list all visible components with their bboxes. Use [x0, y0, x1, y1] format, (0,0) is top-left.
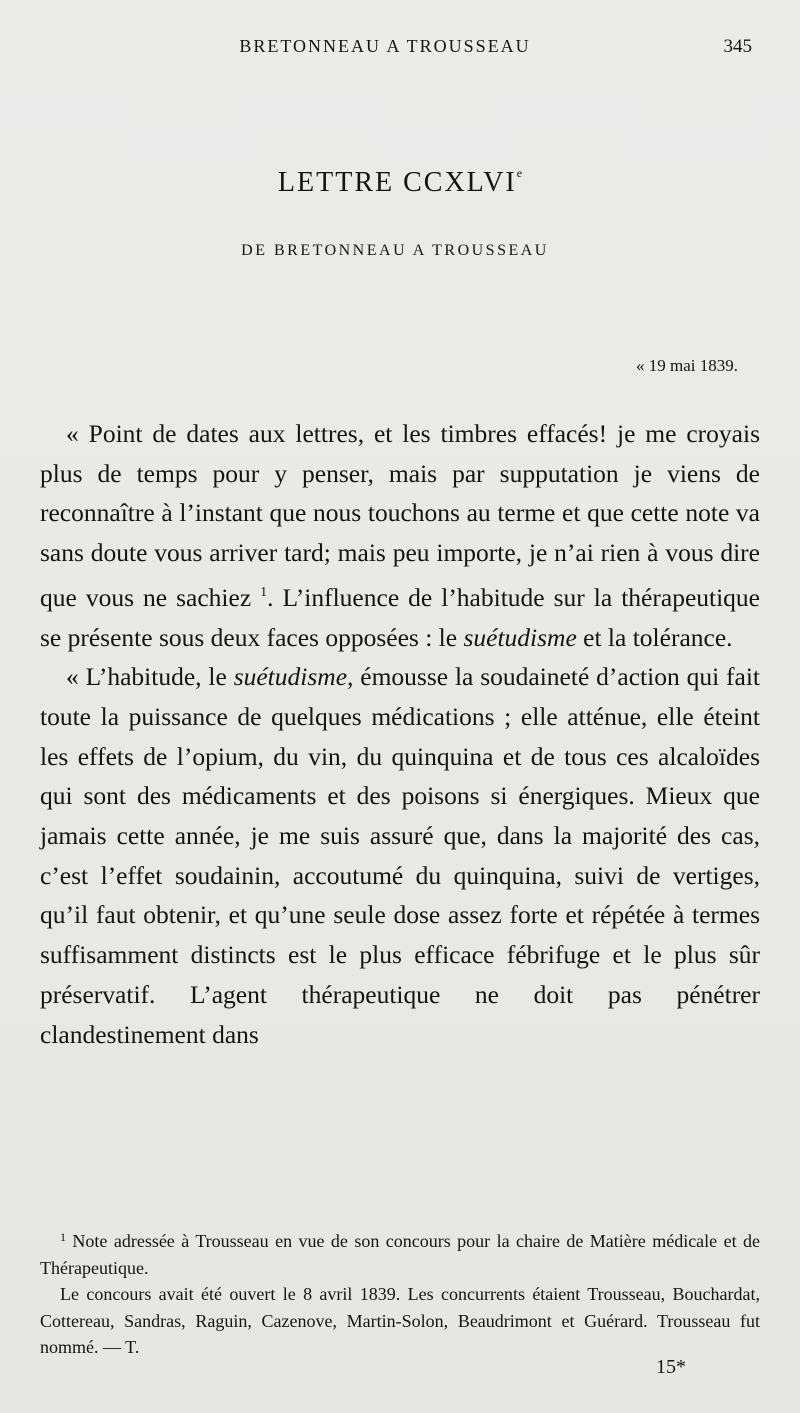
body-p1-emphasis: suétudisme	[463, 622, 577, 652]
footnote-1	[40, 1224, 760, 1281]
letter-date: « 19 mai 1839.	[636, 356, 738, 375]
body-paragraph-2	[40, 657, 760, 1054]
body-p2-emphasis: suétudisme,	[233, 662, 354, 692]
footnote-ref-1: 1	[260, 584, 268, 600]
letter-title-text: LETTRE CCXLVI	[277, 167, 517, 198]
signature-mark: 15*	[656, 1356, 686, 1378]
letter-title	[0, 166, 800, 199]
footnote-1-marker: 1	[60, 1230, 66, 1244]
body-p2-text-a: « L’habitude, le	[66, 662, 234, 692]
running-head: BRETONNEAU A TROUSSEAU	[239, 36, 531, 56]
footnotes	[40, 1224, 760, 1361]
body-p1-text-b: . L’influence de l’habitude sur la thérapeutique se présente sous deux faces opposées : le	[40, 582, 760, 652]
footnote-2: Le concours avait été ouvert le 8 avril 1839. Les concurrents étaient Trousseau, Bouchardat, Cottereau, Sandras, Raguin, Cazenove, Martin-Solon, Beaudrimont et Guérard. Trousseau fut nommé. — T.	[40, 1284, 760, 1357]
letter-title-superscript: e	[516, 166, 523, 180]
letter-subtitle: DE BRETONNEAU A TROUSSEAU	[241, 242, 549, 259]
body-p1-text-c: et la tolérance.	[576, 622, 733, 652]
footnote-1-text: Note adressée à Trousseau en vue de son concours pour la chaire de Matière médicale et de Thérapeutique.	[40, 1231, 760, 1278]
letter-body	[40, 414, 760, 1054]
page-number: 345	[723, 36, 752, 57]
body-p2-text-b: émousse la soudaineté d’action qui fait toute la puissance de quelques médications ; elle atténue, elle éteint les effets de l’opium, du vin, du quinquina et de tous ces alcaloïdes qui sont des médicaments et des poisons si énergiques. Mieux que jamais cette année, je me suis assuré que, dans la majorité des cas, c’est l’effet soudainin, accoutumé du quinquina, suivi de vertiges, qu’il faut obtenir, et qu’une seule dose assez forte et répétée à termes suffisamment distincts est le plus efficace fébrifuge et le plus sûr préservatif. L’agent thérapeutique ne doit pas pénétrer clandestinement dans	[40, 662, 760, 1049]
body-paragraph-1	[40, 414, 760, 657]
body-p1-text-a: « Point de dates aux lettres, et les timbres effacés! je me croyais plus de temps pour y penser, mais par supputation je viens de reconnaître à l’instant que nous touchons au terme et que cette note va sans doute vous arriver tard; mais peu importe, je n’ai rien à vous dire que vous ne sachiez	[40, 419, 760, 612]
